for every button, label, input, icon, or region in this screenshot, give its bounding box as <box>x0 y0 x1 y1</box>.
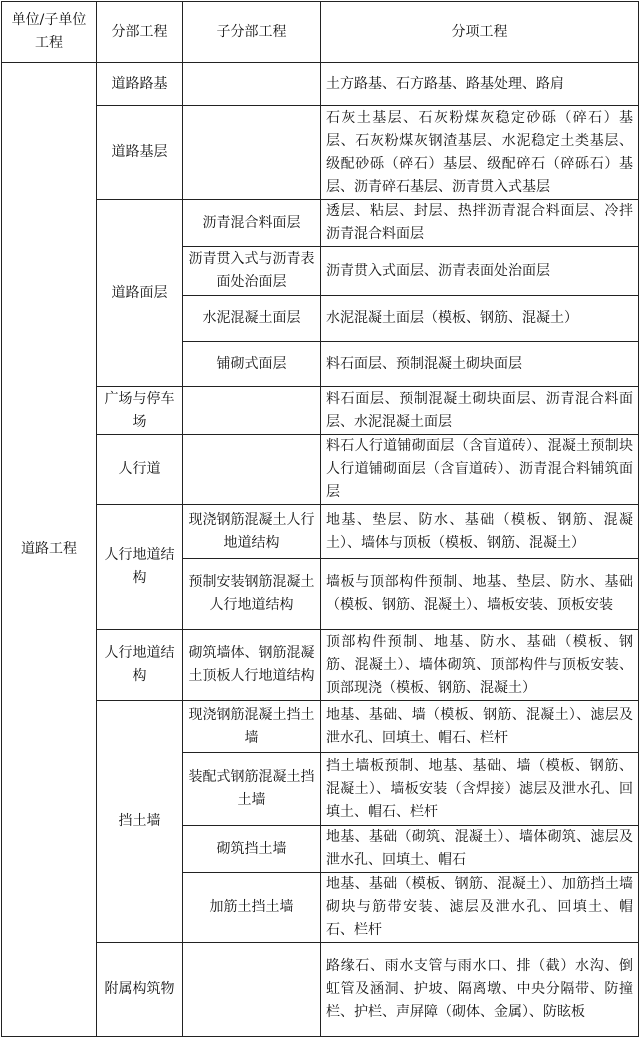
table-row <box>2 387 639 435</box>
subdivision-cell: 砌筑墙体、钢筋混凝土顶板人行地道结构 <box>183 630 321 701</box>
item-cell: 挡土墙板预制、地基、基础、墙（模板、钢筋、混凝土）、墙板安装（含焊接）滤层及泄水孔、回填土、帽石、栏杆 <box>321 753 639 826</box>
subdivision-cell <box>183 106 321 200</box>
subdivision-cell <box>183 435 321 505</box>
subdivision-cell: 沥青贯入式与沥青表面处治面层 <box>183 247 321 296</box>
subdivision-cell: 加筋土挡土墙 <box>183 873 321 943</box>
subdivision-cell: 预制安装钢筋混凝土人行地道结构 <box>183 559 321 630</box>
item-cell: 料石人行道铺砌面层（含盲道砖）、混凝土预制块人行道铺砌面层（含盲道砖）、沥青混合料铺筑面层 <box>321 435 639 505</box>
table-row <box>2 505 639 559</box>
subdivision-cell <box>183 387 321 435</box>
item-cell: 路缘石、雨水支管与雨水口、排（截）水沟、倒虹管及涵洞、护坡、隔离墩、中央分隔带、防撞栏、护栏、声屏障（砌体、金属）、防眩板 <box>321 943 639 1037</box>
item-cell: 土方路基、石方路基、路基处理、路肩 <box>321 63 639 106</box>
item-cell: 透层、粘层、封层、热拌沥青混合料面层、冷拌沥青混合料面层 <box>321 200 639 247</box>
subdivision-cell <box>183 943 321 1037</box>
table-row <box>2 106 639 200</box>
item-cell: 墙板与顶部构件预制、地基、垫层、防水、基础（模板、钢筋、混凝土）、墙板安装、顶板安装 <box>321 559 639 630</box>
item-cell: 地基、基础（砌筑、混凝土）、墙体砌筑、滤层及泄水孔、回填土、帽石 <box>321 826 639 873</box>
item-cell: 石灰土基层、石灰粉煤灰稳定砂砾（碎石）基层、石灰粉煤灰钢渣基层、水泥稳定土类基层、级配砂砾（碎石）基层、级配碎石（碎砾石）基层、沥青碎石基层、沥青贯入式基层 <box>321 106 639 200</box>
division-cell: 人行地道结构 <box>97 630 183 701</box>
item-cell: 料石面层、预制混凝土砌块面层、沥青混合料面层、水泥混凝土面层 <box>321 387 639 435</box>
item-cell: 地基、垫层、防水、基础（模板、钢筋、混凝土）、墙体与顶板（模板、钢筋、混凝土） <box>321 505 639 559</box>
subdivision-cell: 砌筑挡土墙 <box>183 826 321 873</box>
subdivision-cell: 现浇钢筋混凝土人行地道结构 <box>183 505 321 559</box>
table-row <box>2 435 639 505</box>
header-unit: 单位/子单位工程 <box>2 2 97 63</box>
engineering-division-table <box>1 1 639 1037</box>
subdivision-cell: 现浇钢筋混凝土挡土墙 <box>183 701 321 753</box>
table-row <box>2 943 639 1037</box>
division-cell: 道路路基 <box>97 63 183 106</box>
subdivision-cell: 装配式钢筋混凝土挡土墙 <box>183 753 321 826</box>
division-cell: 挡土墙 <box>97 701 183 943</box>
item-cell: 水泥混凝土面层（模板、钢筋、混凝土） <box>321 296 639 342</box>
subdivision-cell: 水泥混凝土面层 <box>183 296 321 342</box>
item-cell: 地基、基础、墙（模板、钢筋、混凝土）、滤层及泄水孔、回填土、帽石、栏杆 <box>321 701 639 753</box>
header-row <box>2 2 639 63</box>
subdivision-cell <box>183 63 321 106</box>
item-cell: 顶部构件预制、地基、防水、基础（模板、钢筋、混凝土）、墙体砌筑、顶部构件与顶板安装、顶部现浇（模板、钢筋、混凝土） <box>321 630 639 701</box>
header-item: 分项工程 <box>321 2 639 63</box>
item-cell: 沥青贯入式面层、沥青表面处治面层 <box>321 247 639 296</box>
division-cell: 人行地道结构 <box>97 505 183 630</box>
subdivision-cell: 沥青混合料面层 <box>183 200 321 247</box>
table-row <box>2 701 639 753</box>
subdivision-cell: 铺砌式面层 <box>183 342 321 387</box>
division-cell: 附属构筑物 <box>97 943 183 1037</box>
item-cell: 料石面层、预制混凝土砌块面层 <box>321 342 639 387</box>
header-subdivision: 子分部工程 <box>183 2 321 63</box>
division-cell: 人行道 <box>97 435 183 505</box>
item-cell: 地基、基础（模板、钢筋、混凝土）、加筋挡土墙砌块与筋带安装、滤层及泄水孔、回填土、帽石、栏杆 <box>321 873 639 943</box>
table-row <box>2 200 639 247</box>
table-row <box>2 63 639 106</box>
division-cell: 道路面层 <box>97 200 183 387</box>
division-cell: 广场与停车场 <box>97 387 183 435</box>
table-row <box>2 630 639 701</box>
unit-cell: 道路工程 <box>2 63 97 1037</box>
header-division: 分部工程 <box>97 2 183 63</box>
division-cell: 道路基层 <box>97 106 183 200</box>
